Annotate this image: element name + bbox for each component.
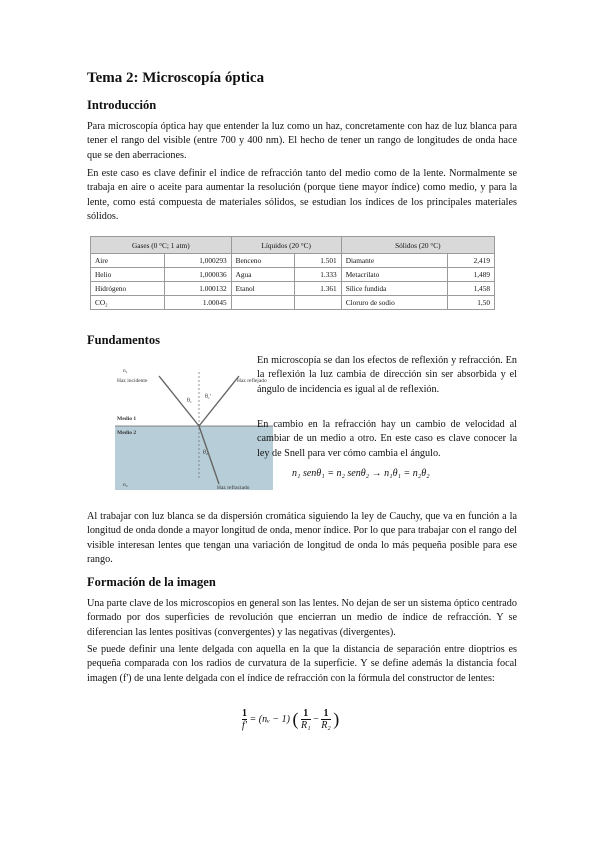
refraction-diagram — [115, 362, 273, 490]
label-n1: n₁ — [123, 368, 128, 374]
formacion-paragraph-2: Se puede definir una lente delgada con aquella en la que la distancia de separación entre dioptrios es pequeña comparada con los radios de curvatura de la superficie. Y se define además la distancia focal imagen (f') de una lente delgada con el índice de refracción con la fórmula del constructor de lentes: — [87, 644, 517, 684]
table-cell: Metacrilato — [341, 268, 448, 282]
label-medio-1: Medio 1 — [117, 416, 137, 422]
lens-r2-denominator: R₂ — [321, 720, 331, 731]
table-cell: 1,000036 — [164, 268, 231, 282]
lens-r2-numerator: 1 — [321, 708, 331, 720]
table-row — [91, 268, 495, 282]
table-row — [91, 254, 495, 268]
table-cell: Cloruro de sodio — [341, 296, 448, 310]
lens-r1-numerator: 1 — [301, 708, 311, 720]
table-cell: 1,489 — [448, 268, 495, 282]
table-cell — [231, 296, 294, 310]
intro-paragraph-2: En este caso es clave definir el índice de refracción tanto del medio como de la lente. Normalmente se trabaja en aire o aceite para aumentar la resolución (porque tiene mayor índice) como medio, y para la lente, como está compuesta de materiales sólidos, se estudian los índices de los principales materiales sólidos. — [87, 168, 517, 223]
table-header-gases: Gases (0 °C; 1 atm) — [91, 237, 232, 254]
refraction-index-table — [90, 236, 495, 310]
formacion-heading: Formación de la imagen — [87, 575, 216, 589]
reflected-ray — [199, 376, 239, 426]
table-cell: CO₂ — [91, 296, 165, 310]
label-theta2: θ₂ — [203, 450, 208, 456]
lens-lhs-denominator: f' — [242, 720, 247, 731]
intro-heading: Introducción — [87, 98, 157, 112]
table-cell: Aire — [91, 254, 165, 268]
table-row — [91, 296, 495, 310]
page-title: Tema 2: Microscopía óptica — [87, 70, 265, 86]
table-cell: 1,000293 — [164, 254, 231, 268]
table-cell: 1.333 — [295, 268, 342, 282]
fundamentos-heading: Fundamentos — [87, 333, 160, 347]
lens-lhs-numerator: 1 — [242, 708, 247, 719]
formacion-paragraph-1: Una parte clave de los microscopios en general son las lentes. No dejan de ser un sistema óptico centrado formado por dos superficies de revolución que encierran un medio de índice de refracción. Y se diferencian las lentes positivas (convergentes) y las negativas (divergentes). — [87, 598, 517, 638]
label-haz-incidente: Haz incidente — [117, 378, 148, 384]
label-theta1-prime: θ₁' — [205, 394, 212, 400]
table-cell: 1.361 — [295, 282, 342, 296]
table-cell: 1.00045 — [164, 296, 231, 310]
table-header-solids: Sólidos (20 °C) — [341, 237, 494, 254]
fundamentos-paragraph-2: En cambio en la refracción hay un cambio de velocidad al cambiar de un medio a otro. En este caso es clave conocer la ley de Snell para ver cómo cambia el ángulo. — [257, 419, 517, 459]
table-cell: 1,458 — [448, 282, 495, 296]
table-header-liquids: Líquidos (20 °C) — [231, 237, 341, 254]
label-theta1: θ₁ — [187, 398, 192, 404]
label-haz-reflejado: Haz reflejado — [237, 378, 267, 384]
table-cell: 1.000132 — [164, 282, 231, 296]
table-cell: Diamante — [341, 254, 448, 268]
table-cell: 1,50 — [448, 296, 495, 310]
table-cell: 1.501 — [295, 254, 342, 268]
medium-2-region — [115, 426, 273, 490]
intro-paragraph-1: Para microscopía óptica hay que entender la luz como un haz, concretamente con haz de luz blanca para tener el rango del visible (entre 700 y 400 nm). El hecho de tener un rango de longitudes de onda hace que se den aberraciones. — [87, 121, 517, 161]
table-cell: Helio — [91, 268, 165, 282]
lens-maker-formula: $\frac{1}{f'}$ = (nᵥ − 1) ( $\frac{1}{\text{R₁}}$ − $\frac{1}{\text{R₂}}$ ) — [242, 708, 340, 731]
lens-middle-term: = (nᵥ − 1) — [249, 714, 290, 725]
fundamentos-paragraph-1: En microscopía se dan los efectos de reflexión y refracción. En la reflexión la luz cambia de dirección sin ser absorbida y el ángulo de incidencia es igual al de reflexión. — [257, 355, 517, 395]
label-n2: n₂ — [123, 482, 128, 488]
label-medio-2: Medio 2 — [117, 430, 137, 436]
table-cell: 2,419 — [448, 254, 495, 268]
lens-r1-denominator: R₁ — [300, 720, 311, 731]
lens-minus: − — [313, 714, 319, 725]
label-haz-refractado: Haz refractado — [217, 485, 250, 490]
table-cell: Sílice fundida — [341, 282, 448, 296]
table-cell — [295, 296, 342, 310]
table-row — [91, 282, 495, 296]
table-cell: Hidrógeno — [91, 282, 165, 296]
snell-formula: n₁ senθ₁ = n₂ senθ₂ → n₁θ₁ = n₂θ₂ — [292, 468, 430, 479]
incident-ray — [159, 376, 199, 426]
table-cell: Benceno — [231, 254, 294, 268]
fundamentos-paragraph-3: Al trabajar con luz blanca se da dispersión cromática siguiendo la ley de Cauchy, que va en función a la longitud de onda donde a mayor longitud de onda, menor índice. Por lo que para trabajar con el rango del visible interesan lentes que tengan una variación de longitud de onda lo más pequeña posible para ese rango. — [87, 511, 517, 566]
table-cell: Agua — [231, 268, 294, 282]
table-cell: Etanol — [231, 282, 294, 296]
